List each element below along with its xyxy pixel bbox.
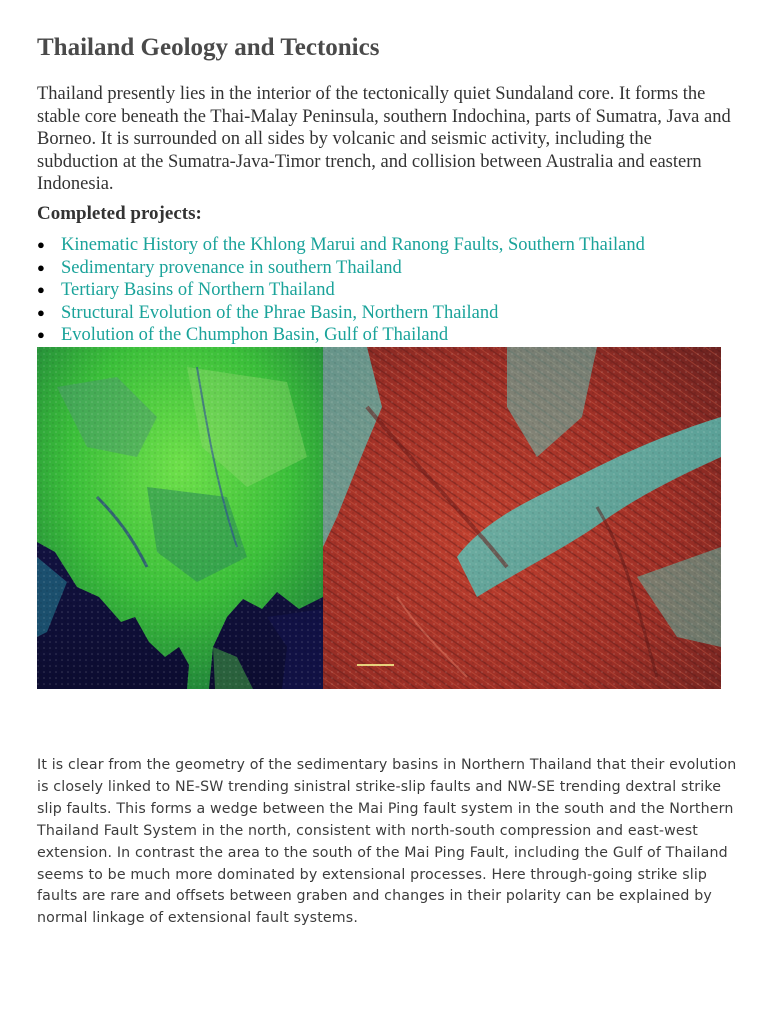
project-link-sedimentary-provenance[interactable]: Sedimentary provenance in southern Thailand	[61, 257, 402, 278]
list-item	[37, 279, 737, 302]
bullet-icon: ●	[37, 282, 45, 297]
intro-paragraph: Thailand presently lies in the interior of the tectonically quiet Sundaland core. It forms the stable core beneath the Thai-Malay Peninsula, southern Indochina, parts of Sumatra, Java and Borneo. It is surrounded on all sides by volcanic and seismic activity, including the subduction at the Sumatra-Java-Timor trench, and collision between Australia and eastern Indonesia.	[37, 84, 731, 194]
body-paragraph: It is clear from the geometry of the sedimentary basins in Northern Thailand that their evolution is closely linked to NE-SW trending sinistral strike-slip faults and NW-SE trending dextral strike slip faults. This forms a wedge between the Mai Ping fault system in the south and the Northern Thailand Fault System in the north, consistent with north-south compression and east-west extension. In contrast the area to the south of the Mai Ping Fault, including the Gulf of Thailand seems to be much more dominated by extensional processes. Here through-going strike slip faults are rare and offsets between graben and changes in their polarity can be explained by normal linkage of extensional fault systems.	[37, 757, 737, 927]
satellite-imagery	[37, 347, 721, 689]
bullet-icon: ●	[37, 237, 45, 252]
project-link-phrae-basin[interactable]: Structural Evolution of the Phrae Basin, Northern Thailand	[61, 302, 499, 323]
project-link-khlong-marui[interactable]: Kinematic History of the Khlong Marui and Ranong Faults, Southern Thailand	[61, 235, 645, 255]
bullet-icon: ●	[37, 304, 45, 320]
list-item	[37, 302, 737, 325]
projects-list	[37, 234, 737, 347]
bullet-icon: ●	[37, 327, 45, 342]
projects-heading: Completed projects:	[37, 203, 202, 224]
list-item	[37, 234, 737, 257]
list-item	[37, 257, 737, 280]
project-link-chumphon-basin[interactable]: Evolution of the Chumphon Basin, Gulf of Thailand	[61, 325, 449, 345]
list-item	[37, 324, 737, 347]
terrain-satellite-image	[323, 347, 721, 689]
bullet-icon: ●	[37, 259, 45, 275]
page-title: Thailand Geology and Tectonics	[37, 34, 380, 61]
project-link-tertiary-basins[interactable]: Tertiary Basins of Northern Thailand	[61, 280, 335, 300]
regional-satellite-image	[37, 347, 323, 689]
